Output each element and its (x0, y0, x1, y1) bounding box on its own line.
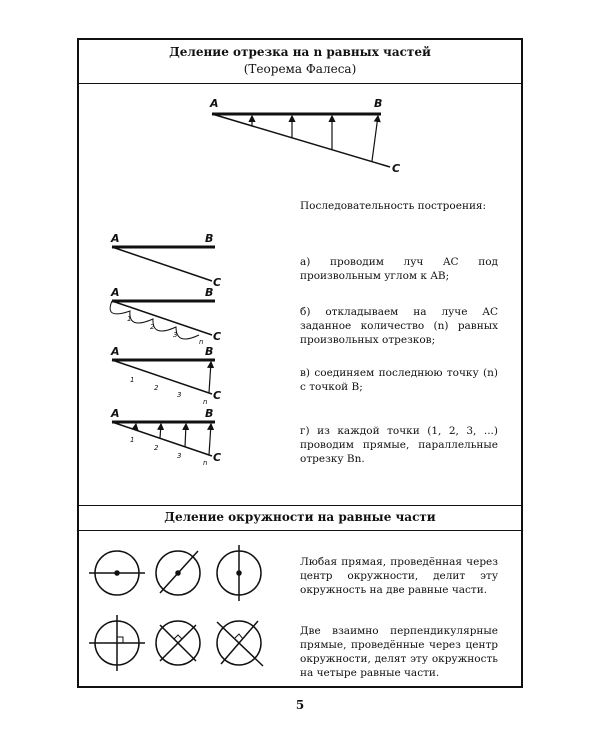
label-b: B (205, 232, 214, 245)
parallel-line (185, 424, 186, 447)
sequence-label: Последовательность построения: (300, 200, 487, 212)
label-c: C (213, 389, 222, 402)
point-3: 3 (177, 391, 182, 399)
parallel-line (135, 424, 136, 430)
label-a: A (111, 286, 120, 299)
section1-subtitle: (Теорема Фалеса) (243, 62, 357, 76)
thales-main-diagram (209, 97, 400, 175)
point-2: 2 (154, 384, 159, 392)
page-number: 5 (295, 698, 305, 712)
label-c: C (213, 451, 222, 464)
point-1: 1 (130, 436, 135, 444)
right-angle-mark (117, 637, 123, 643)
ray-ac (112, 422, 212, 456)
center-point (237, 571, 241, 575)
point-2: 2 (154, 444, 159, 452)
ray-ac (112, 247, 212, 281)
center-point (115, 571, 119, 575)
label-a: A (210, 97, 219, 110)
step-a: а) проводим луч AC под произвольным углом к AB; (300, 256, 498, 282)
diameter-line (221, 621, 258, 664)
section1-title: Деление отрезка на n равных частей (169, 45, 431, 59)
parallel-line (160, 424, 161, 438)
label-a: A (111, 407, 120, 420)
label-b: B (205, 286, 214, 299)
circle-text-1: Любая прямая, проведённая через центр окружности, делит эту окружность на две равные части. (300, 556, 498, 596)
point-2: 2 (150, 323, 155, 331)
label-b: B (374, 97, 383, 110)
ray-ac (112, 360, 212, 394)
point-n: n (203, 459, 208, 467)
step-g-diagram (110, 407, 221, 467)
step-v-diagram (110, 345, 221, 406)
circle-quarters-row (89, 615, 263, 671)
center-point (176, 571, 180, 575)
step-g: г) из каждой точки (1, 2, 3, ...) проводим прямые, параллельные отрезку Bn. (300, 425, 498, 465)
label-c: C (213, 276, 222, 289)
line-bn (209, 362, 211, 393)
parallel-line (372, 116, 378, 161)
step-v: в) соединяем последнюю точку (n) с точкой B; (300, 367, 498, 393)
circle-text-2: Две взаимно перпендикулярные прямые, проведённые через центр окружности, делят эту окружность на четыре равные части. (300, 625, 498, 679)
point-3: 3 (177, 452, 182, 460)
step-b-diagram (110, 286, 221, 346)
point-n: n (199, 338, 204, 346)
right-angle-mark (174, 635, 182, 639)
label-b: B (205, 345, 214, 358)
right-angle-mark (235, 634, 243, 639)
label-c: C (392, 162, 401, 175)
step-b: б) откладываем на луче AC заданное количество (n) равных произвольных отрезков; (300, 306, 498, 346)
point-n: n (203, 398, 208, 406)
section2-title: Деление окружности на равные части (164, 510, 436, 524)
point-1: 1 (130, 376, 135, 384)
point-1: 1 (127, 315, 132, 323)
label-a: A (111, 345, 120, 358)
compass-arcs (110, 301, 199, 339)
label-a: A (111, 232, 120, 245)
line-bn (209, 424, 211, 455)
label-b: B (205, 407, 214, 420)
label-c: C (213, 330, 222, 343)
step-a-diagram (110, 232, 221, 289)
point-3: 3 (173, 331, 178, 339)
ray-ac (212, 114, 390, 167)
circle-halves-row (89, 545, 261, 601)
